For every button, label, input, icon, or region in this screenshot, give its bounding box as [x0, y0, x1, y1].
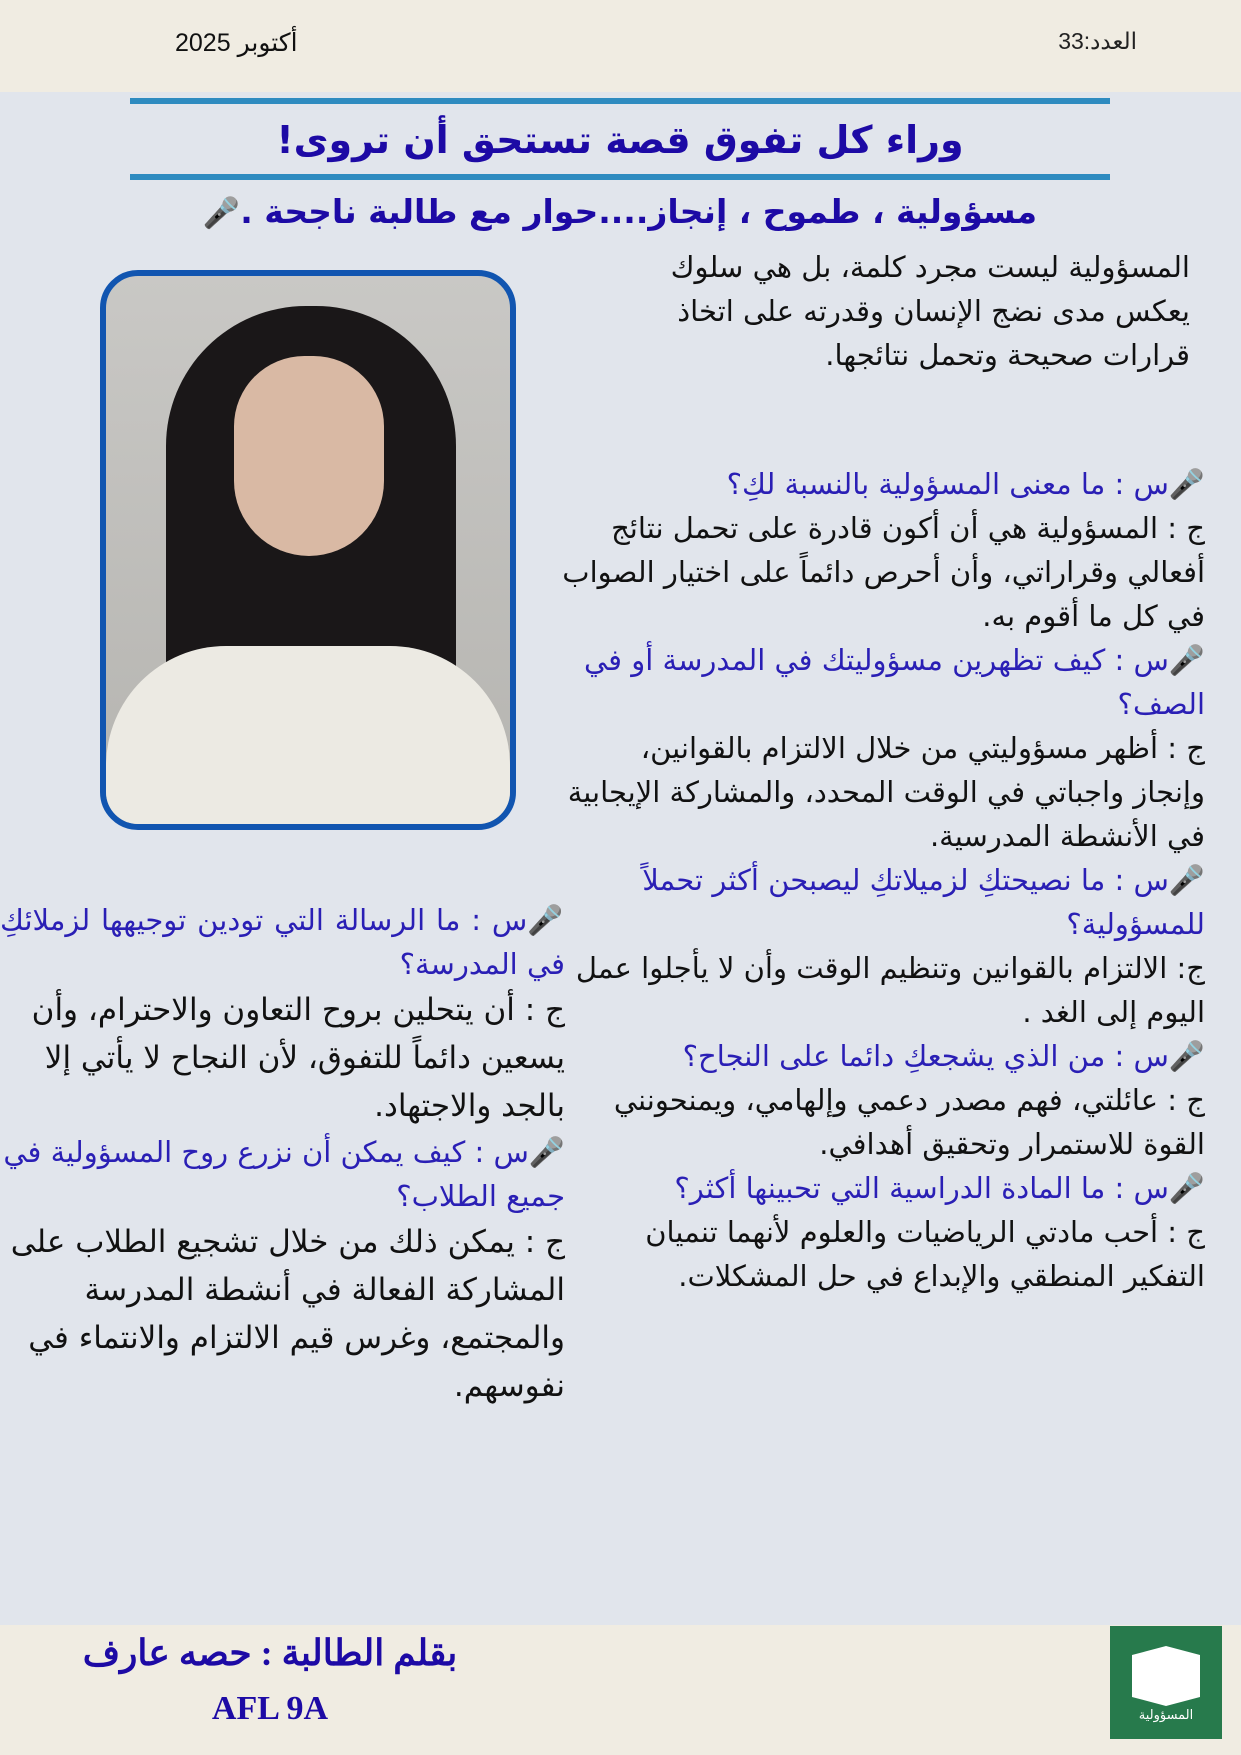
microphone-icon: 🎤: [1168, 467, 1205, 501]
answer: ج : أظهر مسؤوليتي من خلال الالتزام بالقوانين، وإنجاز واجباتي في الوقت المحدد، والمشاركة الإيجابية في الأنشطة المدرسية.: [567, 731, 1205, 853]
logo-text: المسؤولية: [1138, 1708, 1194, 1723]
microphone-icon: 🎤: [528, 1135, 565, 1169]
microphone-icon: 🎤: [202, 196, 241, 231]
answer: ج: الالتزام بالقوانين وتنظيم الوقت وأن لا يأجلوا عمل اليوم إلى الغد .: [575, 951, 1205, 1029]
question: [0, 1130, 565, 1218]
right-column-interview: [560, 462, 1205, 1298]
author-credit: بقلم الطالبة : حصه عارف: [82, 1633, 458, 1673]
answer: ج : يمكن ذلك من خلال تشجيع الطلاب على المشاركة الفعالة في أنشطة المدرسة والمجتمع، وغرس قيم الالتزام والانتماء في نفوسهم.: [10, 1224, 565, 1404]
question: [560, 858, 1205, 946]
subtitle-text: مسؤولية ، طموح ، إنجاز....حوار مع طالبة ناجحة .: [240, 192, 1038, 231]
question-text: س : ما المادة الدراسية التي تحبينها أكثر؟: [674, 1171, 1169, 1205]
student-photo: [100, 270, 516, 830]
question: [560, 1166, 1205, 1210]
header-band: [0, 0, 1241, 92]
question-text: س : ما الرسالة التي تودين توجيهها لزملائكِ في المدرسة؟: [0, 903, 565, 981]
answer: ج : أحب مادتي الرياضيات والعلوم لأنهما تنميان التفكير المنطقي والإبداع في حل المشكلات.: [645, 1215, 1205, 1293]
page-title: وراء كل تفوق قصة تستحق أن تروى!: [276, 118, 964, 162]
microphone-icon: 🎤: [527, 903, 565, 937]
microphone-icon: 🎤: [1168, 1171, 1205, 1205]
title-rule-top: [130, 98, 1110, 104]
left-column-interview: [0, 898, 565, 1410]
title-rule-bottom: [130, 174, 1110, 180]
question: [560, 462, 1205, 506]
microphone-icon: 🎤: [1168, 643, 1205, 677]
question-text: س : كيف يمكن أن نزرع روح المسؤولية في جميع الطلاب؟: [3, 1135, 565, 1213]
question-text: س : كيف تظهرين مسؤوليتك في المدرسة أو في الصف؟: [583, 643, 1205, 721]
issue-number: العدد:33: [1058, 28, 1137, 54]
class-label: AFL 9A: [211, 1690, 329, 1727]
question-text: س : ما نصيحتكِ لزميلاتكِ ليصبحن أكثر تحملاً للمسؤولية؟: [642, 863, 1205, 941]
photo-shirt: [106, 646, 510, 830]
issue-date: أكتوبر 2025: [175, 29, 298, 57]
responsibility-logo: [1110, 1626, 1222, 1739]
question: [560, 1034, 1205, 1078]
question-text: س : من الذي يشجعكِ دائما على النجاح؟: [682, 1039, 1169, 1073]
photo-face: [234, 356, 384, 556]
question: [560, 638, 1205, 726]
answer: ج : أن يتحلين بروح التعاون والاحترام، وأن يسعين دائماً للتفوق، لأن النجاح لا يأتي إلا بالجد والاجتهاد.: [31, 992, 565, 1124]
subtitle: [130, 192, 1110, 231]
microphone-icon: 🎤: [1168, 1039, 1205, 1073]
question: [0, 898, 565, 986]
answer: ج : المسؤولية هي أن أكون قادرة على تحمل نتائج أفعالي وقراراتي، وأن أحرص دائماً على اختيار الصواب في كل ما أقوم به.: [562, 511, 1205, 633]
question-text: س : ما معنى المسؤولية بالنسبة لكِ؟: [726, 467, 1169, 501]
microphone-icon: 🎤: [1168, 863, 1205, 897]
person-icon: [1132, 1646, 1200, 1706]
answer: ج : عائلتي، فهم مصدر دعمي وإلهامي، ويمنحونني القوة للاستمرار وتحقيق أهدافي.: [613, 1083, 1205, 1161]
intro-paragraph: المسؤولية ليست مجرد كلمة، بل هي سلوك يعكس مدى نضج الإنسان وقدرته على اتخاذ قرارات صحيحة وتحمل نتائجها.: [670, 250, 1190, 372]
